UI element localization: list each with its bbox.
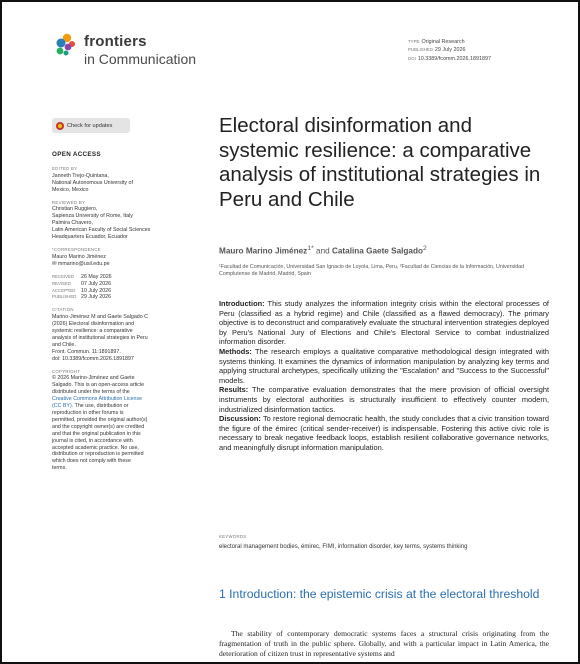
cc-by-link[interactable]: (CC BY).: [52, 403, 74, 410]
article-meta: TYPE Original Research PUBLISHED 29 July 2026 DOI 10.3389/fcomm.2026.1891897: [408, 39, 491, 62]
correspondence: *CORRESPONDENCE Mauro Marino Jiménez ✉ mmarino@usil.edu.pe: [52, 247, 170, 268]
keywords-label: KEYWORDS: [219, 534, 247, 539]
copyright: COPYRIGHT © 2026 Marino-Jiménez and Gaete Salgado. This is an open-access article distributed under the terms of the Creative Commons Attribution License (CC BY). The use, distribution or reproduction in other forums is permitted, provided the original author(s) and the copyright owner(s) are credited and that the original publication in this journal is cited, in accordance with accepted academic practice. No use, distribution or reproduction is permitted which does not comply with these terms.: [52, 368, 148, 472]
abstract-results: Results: The comparative evaluation demonstrates that the mere provision of official oversight instruments by electoral authorities is structurally insufficient to effectively counter modern, industrialized disinformation tactics.: [219, 385, 549, 414]
abstract-introduction: Introduction: This study analyzes the information integrity crisis within the electoral processes of Peru (classified as a hybrid regime) and Chile (classified as a flawed democracy). The primary objective is to deconstruct and comparatively evaluate the structural intervention strategies deployed by Peru's National Jury of Elections and Chile's Electoral Service to combat industrialized information disorder.: [219, 299, 549, 347]
affiliations: ¹Facultad de Comunicación, Universidad San Ignacio de Loyola, Lima, Peru, ²Facultad de Ciencias de la Información, Universidad Complutense de Madrid, Madrid, Spain: [219, 264, 525, 277]
authors: Mauro Marino Jiménez$^{1*}$ and Catalina Gaete Salgado$^2$: [219, 245, 427, 256]
check-for-updates-button[interactable]: Check for updates: [52, 118, 130, 133]
sidebar: [52, 152, 170, 478]
section-heading: 1 Introduction: the epistemic crisis at the electoral threshold: [219, 587, 540, 601]
dates: RECEIVED 26 May 2026 REVISED 07 July 2026 ACCEPTED 10 July 2026 PUBLISHED 29 July 2026: [52, 273, 112, 301]
author-2[interactable]: Catalina Gaete Salgado: [331, 246, 423, 256]
author-1[interactable]: Mauro Marino Jiménez: [219, 246, 308, 256]
journal-brand: [84, 34, 196, 66]
citation: CITATION Marino-Jiménez M and Gaete Salgado C (2026) Electoral disinformation and systemic resilience: a comparative analysis of institutional strategies in Peru and Chile. Front. Commun. 11:1891897. doi: 10.3389/fcomm.2026.1891897: [52, 307, 148, 362]
open-access-label: OPEN ACCESS: [52, 151, 101, 158]
article-type: Original Research: [421, 39, 465, 45]
brand-name: frontiers: [84, 33, 147, 50]
journal-name: in Communication: [84, 51, 197, 67]
reviewed-by: REVIEWED BY Christian Ruggiero, Sapienza University of Rome, Italy Palmira Chavero, Latin American Faculty of Social Sciences Headquarters Ecuador, Ecuador: [52, 199, 151, 241]
doi[interactable]: 10.3389/fcomm.2026.1891897: [417, 55, 491, 62]
article-title: Electoral disinformation and systemic resilience: a comparative analysis of institutional strategies in Peru and Chile: [219, 114, 541, 211]
keywords: electoral management bodies, émirec, FIMI, information disorder, key terms, systems thinking: [219, 544, 468, 550]
abstract-discussion: Discussion: To restore regional democratic health, the study concludes that a civic transition toward the figure of the émirec (critical sender-receiver) is indispensable. Fostering this active civic role is necessary to break negative feedback loops, establish resilient collaborative governance networks, and meaningfully disrupt information manipulation.: [219, 414, 549, 452]
correspondence-email[interactable]: ✉ mmarino@usil.edu.pe: [52, 260, 110, 267]
abstract: [219, 299, 549, 453]
published-date: 29 July 2026: [434, 47, 466, 54]
frontiers-logo-icon: [52, 32, 76, 58]
cc-license-link[interactable]: Creative Commons Attribution License: [52, 396, 143, 403]
body-paragraph: The stability of contemporary democratic systems faces a structural crisis originating from the fragmentation of truth in the public sphere. Globally, and with a particular impact in Latin America, the deterioration of citizen trust in representative systems and: [219, 629, 549, 658]
check-updates-icon: [56, 122, 64, 130]
edited-by: EDITED BY Janneth Trejo-Quintana, National Autonomous University of Mexico, Mexico: [52, 165, 133, 193]
abstract-methods: Methods: The research employs a qualitative comparative methodological design integrated with systems thinking. It examines the dynamics of information manipulation by analyzing key terms and applying structural archetypes, specifically utilizing the "Escalation" and "Success to the Successful" models.: [219, 346, 549, 385]
